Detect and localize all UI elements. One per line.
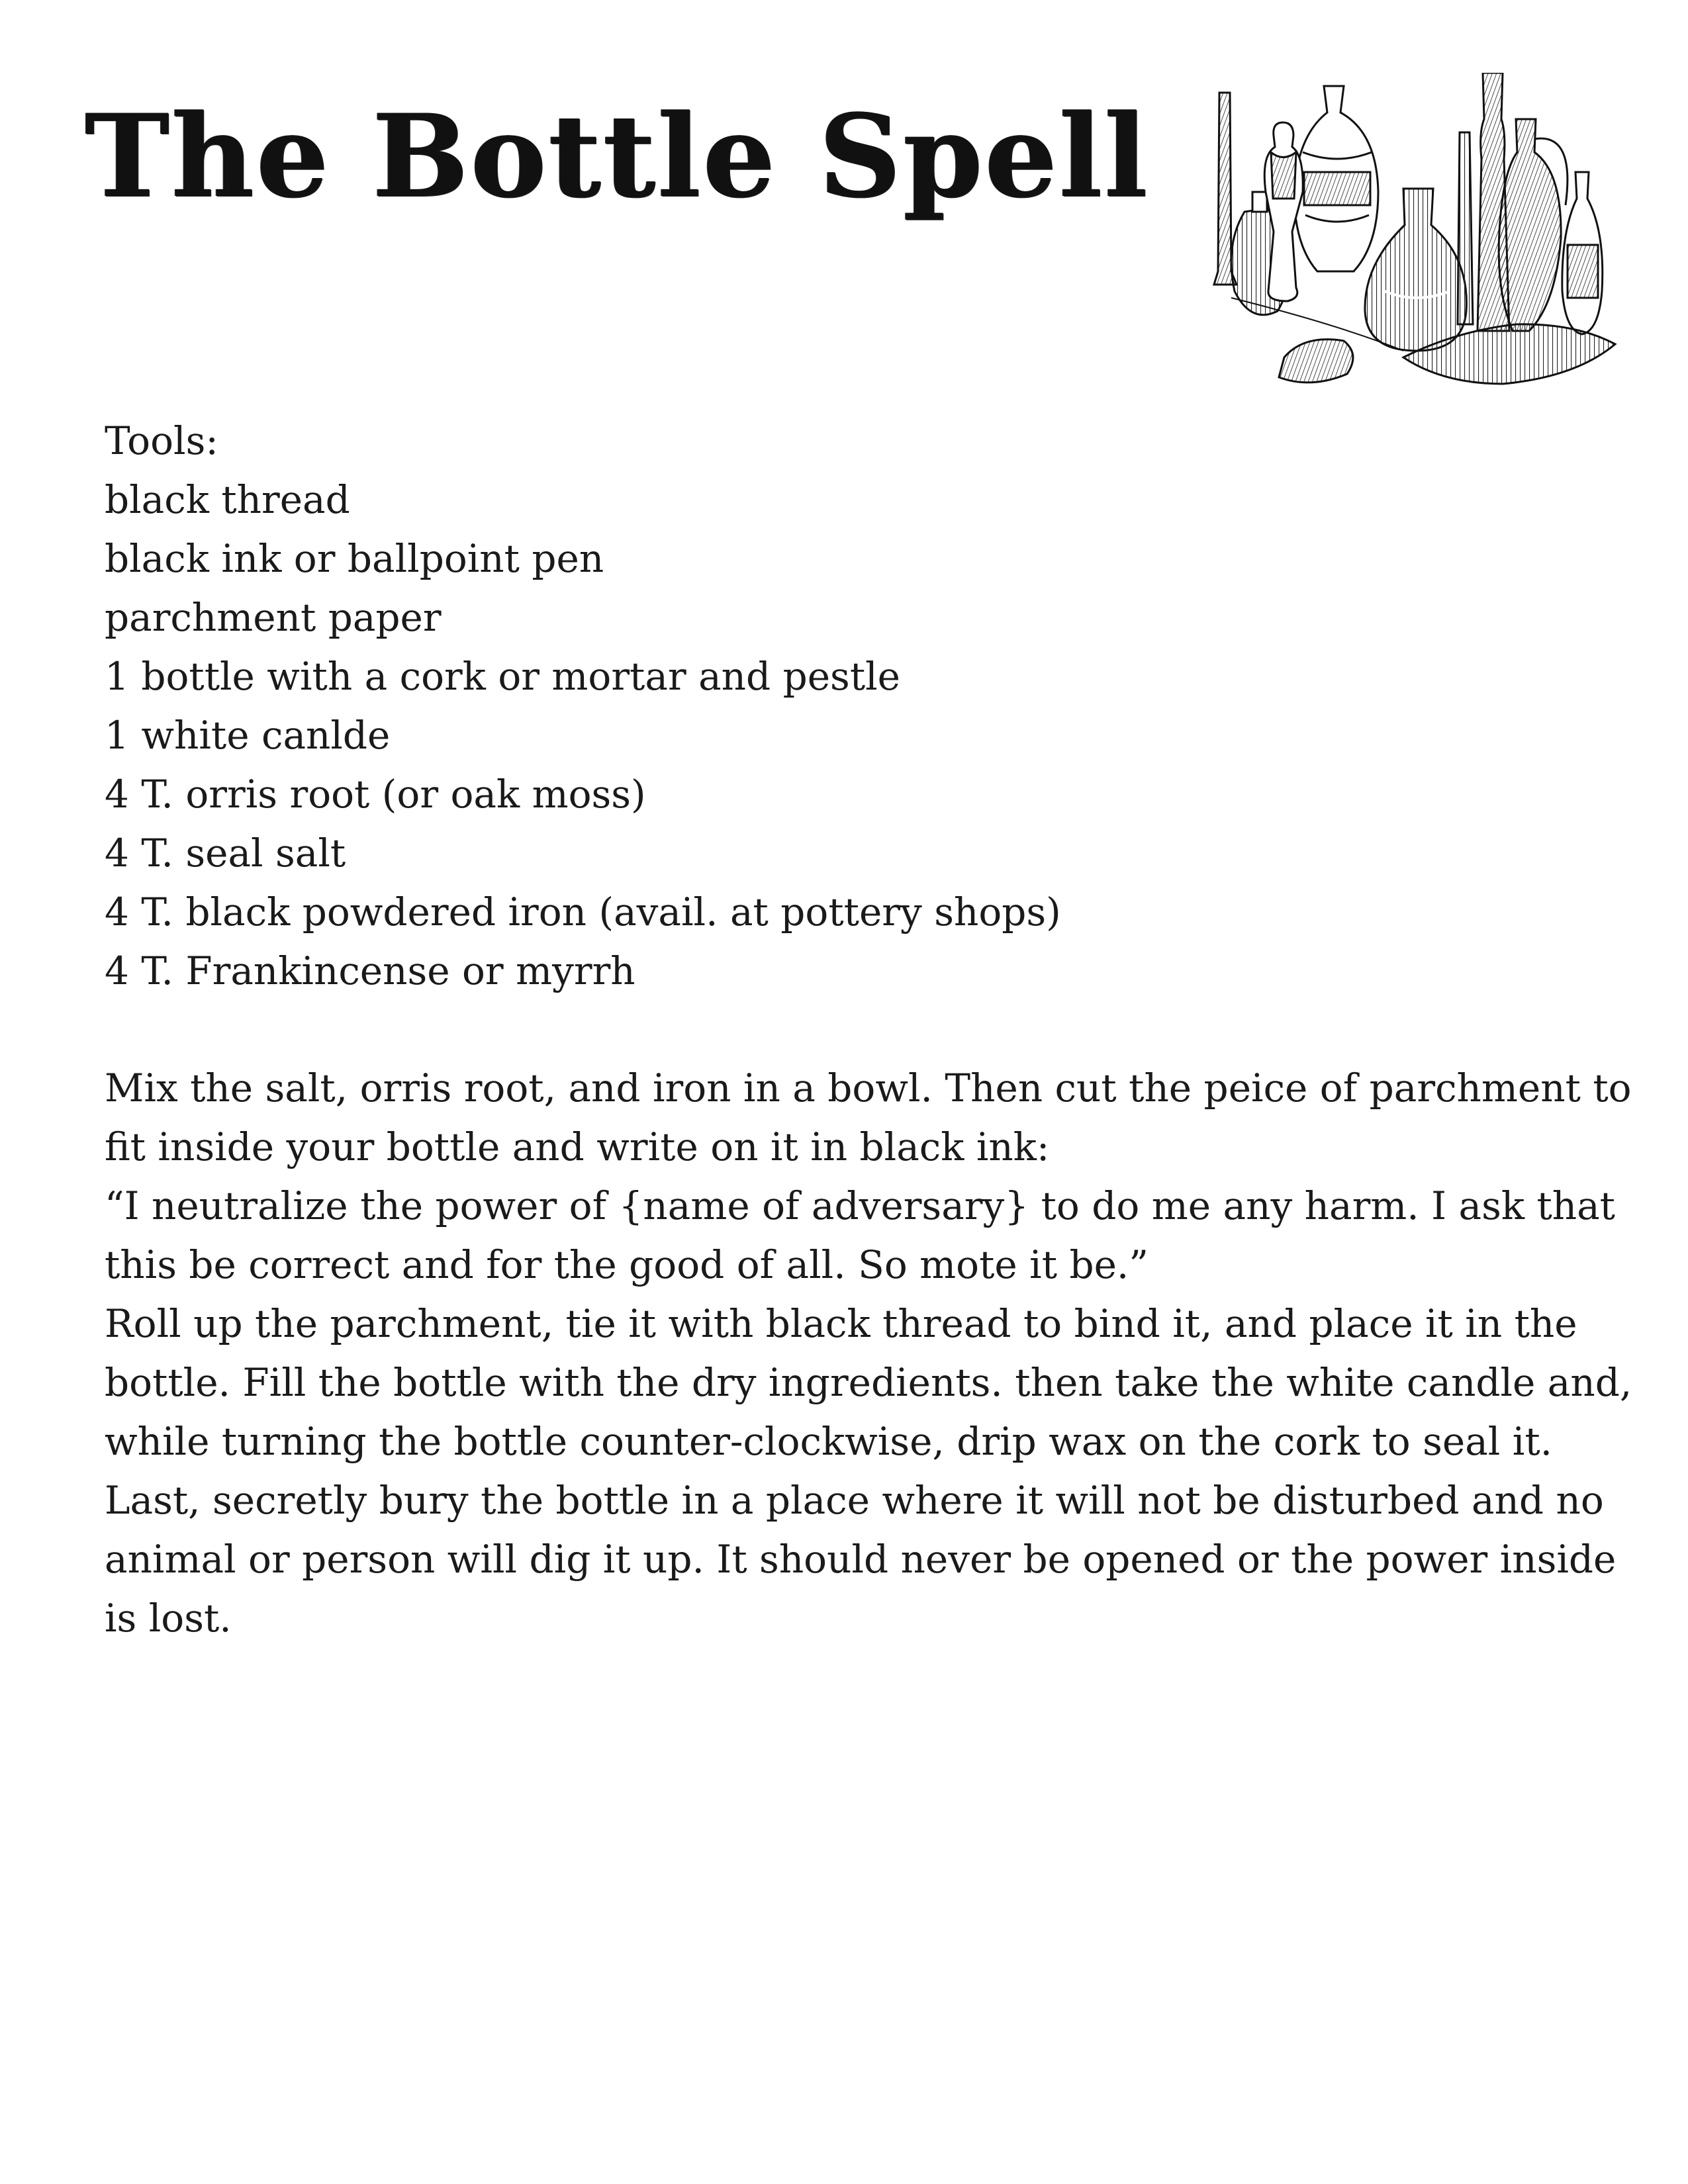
- instructions-paragraph: Mix the salt, orris root, and iron in a bowl. Then cut the peice of parchment to fit inside your bottle and write on it in black ink:: [105, 1066, 1632, 1169]
- tool-item: black ink or ballpoint pen: [105, 536, 604, 581]
- tool-item: 1 bottle with a cork or mortar and pestle: [105, 654, 900, 699]
- tool-item: 4 T. black powdered iron (avail. at pottery shops): [105, 889, 1061, 934]
- instructions-paragraph: Roll up the parchment, tie it with black thread to bind it, and place it in the bottle. Fill the bottle with the dry ingredients. then take the white candle and, while turning the bottle counter-clockwise, drip wax on the cork to seal it. Last, secretly bury the bottle in a place where it will not be disturbed and no animal or person will dig it up. It should never be opened or the power inside is lost.: [105, 1301, 1632, 1641]
- instructions-body: [105, 1059, 1654, 1648]
- incantation-paragraph: “I neutralize the power of {name of adversary} to do me any harm. I ask that this be correct and for the good of all. So mote it be.”: [105, 1183, 1615, 1287]
- tool-item: black thread: [105, 477, 350, 522]
- tool-item: 4 T. orris root (or oak moss): [105, 772, 646, 817]
- tools-list: [105, 412, 1061, 1001]
- tools-heading: Tools:: [105, 418, 218, 463]
- tool-item: 4 T. seal salt: [105, 831, 346, 876]
- page-title: The Bottle Spell: [85, 89, 1150, 223]
- tool-item: parchment paper: [105, 595, 442, 640]
- bottles-and-vases-engraving-icon: [1205, 73, 1622, 397]
- tool-item: 1 white canlde: [105, 713, 391, 758]
- tool-item: 4 T. Frankincense or myrrh: [105, 948, 635, 993]
